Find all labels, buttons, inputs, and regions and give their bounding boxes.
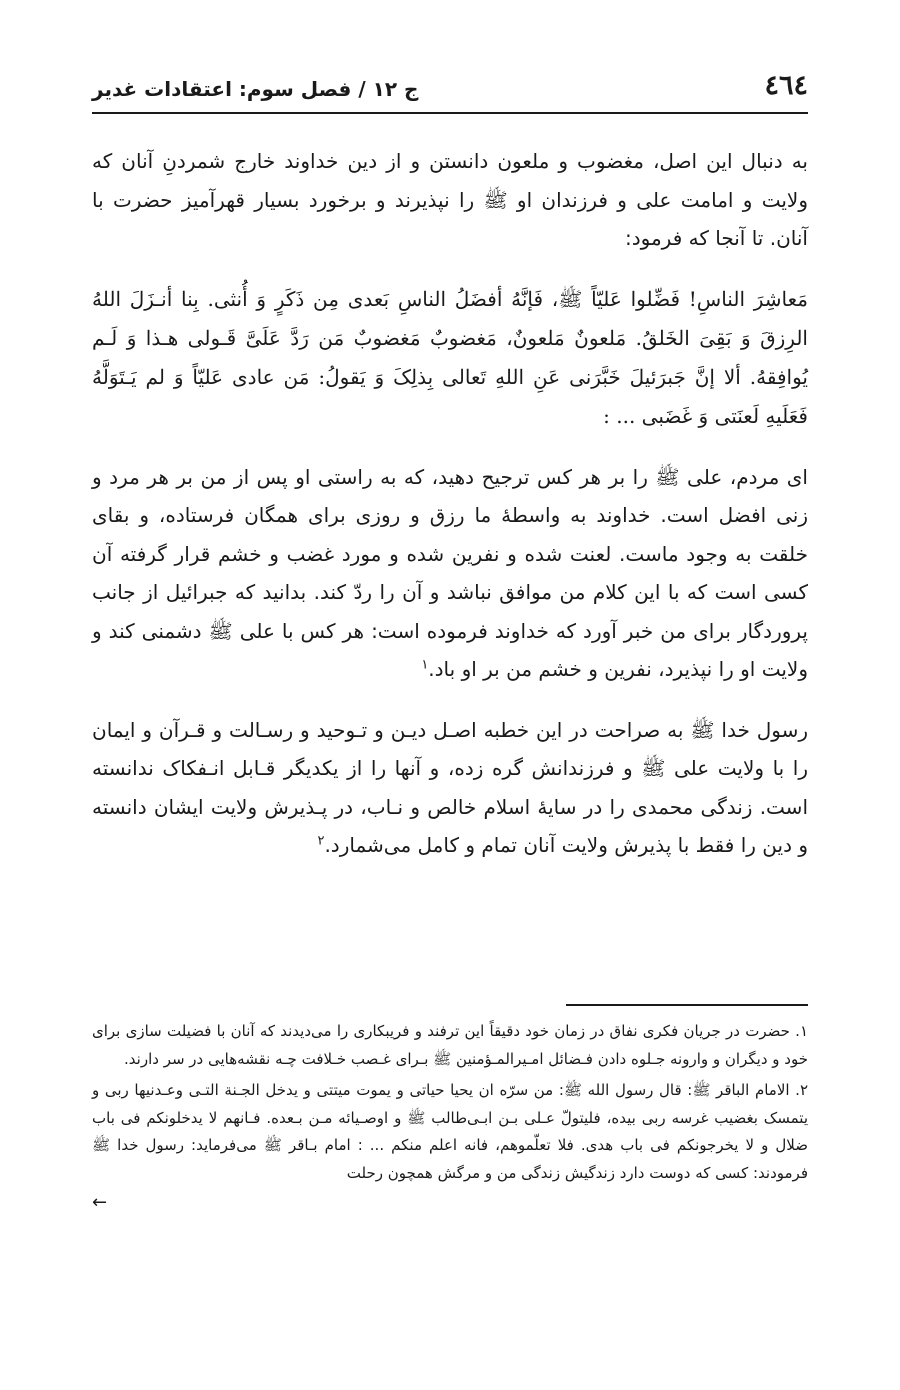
continuation-arrow-icon: ← bbox=[92, 1192, 108, 1213]
footnote-2 bbox=[92, 1077, 808, 1187]
footnote-text: . حضرت در جریان فکری نفاق در زمان خود دقیقاً این ترفند و فریبکاری را می‌دیدند که آنان با فضیلت سازی برای خود و دیگران و وارونه جـلوه دادن فـضائل امـیرالمـؤمنین ﷺ بـرای غـصب خـلافت چـه نقشه‌هایی در سر دارند. bbox=[92, 1022, 808, 1068]
footnote-reference-2[interactable]: ٢ bbox=[317, 833, 325, 849]
paragraph-translation-text: ای مردم، علی ﷺ را بر هر کس ترجیح دهید، که به راستی او پس از من بر هر مرد و زنی افضل است. خداوند به واسطهٔ ما رزق و روزی برای همگان فرستاده، و بقای خلقت به وجود ماست. لعنت شده و نفرین شده و مورد غضب و خشم قرار گرفته آن کسی است که با این کلام من موافق نباشد و آن را ردّ کند. بدانید که جبرائیل از جانب پروردگار برای من خبر آورد که خداوند فرموده است: هر کس با علی ﷺ دشمنی کند و ولایت او را نپذیرد، نفرین و خشم من بر او باد. bbox=[92, 464, 808, 681]
footnote-reference-1[interactable]: ١ bbox=[421, 657, 429, 673]
footnote-number: ١ bbox=[799, 1022, 808, 1040]
footnotes-section bbox=[92, 1018, 808, 1215]
paragraph-commentary-text: رسول خدا ﷺ به صراحت در این خطبه اصـل دیـن و تـوحید و رسـالت و قـرآن و ایمان را با ولایت علی ﷺ و فرزندانش گره زده، و آنها را از یکدیگر قـابل انـفکاک ندانسته است. زندگی محمدی را در سایهٔ اسلام خالص و نـاب، در پـذیرش ولایت ایشان دانسته و دین را فقط با پذیرش ولایت آنان تمام و کامل می‌شمارد. bbox=[92, 717, 808, 857]
paragraph-commentary bbox=[92, 711, 808, 865]
page-number: ٤٦٤ bbox=[764, 70, 808, 101]
footnote-text: . الامام الباقر ﷺ: قال رسول الله ﷺ: من سرّه ان یحیا حیاتی و یموت میتتی و یدخل الجـنة التـی وعـدنیها ربی و یتمسک بغضیب غرسه ربی بیده، فلیتولّ عـلی بـن ابـی‌طالب ﷺ و اوصـیائه مـن بـعده. فـانهم لا یدخلونکم فی باب ضلال و لا یخرجونکم فی باب هدی. فلا تعلّموهم، فانه اعلم منکم ... : امام بـاقر ﷺ می‌فرماید: رسول خدا ﷺ فرمودند: کسی که دوست دارد زندگیش زندگی من و مرگش همچون رحلت bbox=[92, 1081, 808, 1182]
page-header bbox=[92, 68, 808, 114]
running-title: ج ١٢ / فصل سوم: اعتقادات غدیر bbox=[92, 77, 419, 101]
paragraph-translation bbox=[92, 458, 808, 689]
footnote-divider bbox=[566, 1004, 808, 1006]
main-text bbox=[92, 142, 808, 887]
paragraph-arabic-quote: مَعاشِرَ الناسِ! فَضِّلوا عَلیّاً ﷺ، فَإنَّهُ أفضَلُ الناسِ بَعدی مِن ذَکَرٍ وَ أُنثی. بِنا أنـزَلَ اللهُ الرِزقَ وَ بَقِیَ الخَلقُ. مَلعونٌ مَلعونٌ، مَغضوبٌ مَغضوبٌ مَن رَدَّ عَلَیَّ قَـولی هـذا وَ لَـم یُوافِقهُ. ألا إنَّ جَبرَئیلَ خَبَّرَنی عَنِ اللهِ تَعالی بِذلِکَ وَ یَقولُ: مَن عادی عَلیّاً وَ لم یَـتَوَلَّهُ فَعَلَیهِ لَعنَتی وَ غَضَبی ... : bbox=[92, 286, 808, 428]
footnote-number: ٢ bbox=[799, 1081, 808, 1099]
footnote-1 bbox=[92, 1018, 808, 1073]
paragraph-intro: به دنبال این اصل، مغضوب و ملعون دانستن و از دین خداوند خارج شمردنِ آنان که ولایت و امامت علی و فرزندان او ﷺ را نپذیرند و برخورد بسیار قهرآمیز حضرت با آنان. تا آنجا که فرمود: bbox=[92, 149, 808, 250]
